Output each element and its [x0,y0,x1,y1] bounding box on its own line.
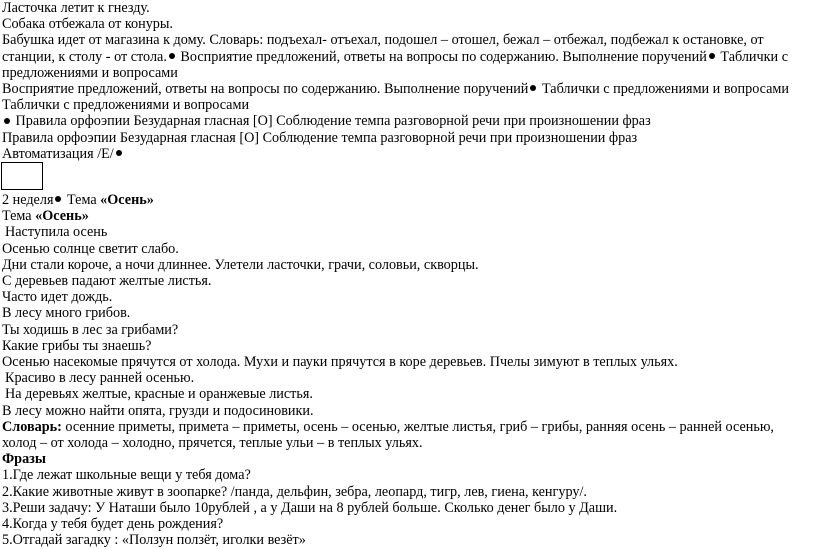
text-span: осенние приметы, примета – приметы, осень – осенью, желтые листья, гриб – грибы, ранняя осень – ранней осенью, холод – от холода – холодно, прячется, теплые ульи – в теплых ульях. [2,418,774,452]
text-line: 1.Где лежат школьные вещи у тебя дома? [2,467,251,484]
text-span: Восприятие предложений, ответы на вопросы по содержанию. Выполнение поручений [180,48,707,65]
text-line: Таблички с предложениями и вопросами [2,97,250,114]
text-line: Правила орфоэпии Безударная гласная [О] Соблюдение темпа разговорной речи при произношении фраз [2,129,638,146]
text-line: 5.Отгадай загадку : «Ползун ползёт, иголки везёт» [2,532,306,549]
text-line: 2.Какие животные живут в зоопарке? /панда, дельфин, зебра, леопард, тигр, лев, гиена, кенгуру/. [2,483,587,500]
bullet-icon [530,85,536,91]
topic-heading [2,208,810,224]
text-paragraph [2,81,810,97]
text-span: Бабушка идет от магазина к дому. Словарь: подъехал- отъехал, подошел – отошел, бежал – отбежал, подбежал к остановке, от станции, к столу - от стола. [2,32,764,65]
topic-title: «Осень» [100,192,154,209]
vocabulary-label: Словарь: [2,418,62,435]
bullet-icon [55,196,61,202]
text-line: Какие грибы ты знаешь? [2,337,152,354]
text-line: Красиво в лесу ранней осенью. [5,370,195,387]
text-span: Тема [67,192,101,209]
bullet-icon [4,118,10,124]
text-line: Ласточка летит к гнезду. [2,0,150,16]
text-line: Наступила осень [5,224,108,241]
text-span: Автоматизация /Е/ [2,145,114,162]
bullet-icon [169,53,175,59]
text-paragraph [2,146,810,162]
text-line: Осенью солнце светит слабо. [2,240,179,257]
text-span: Правила орфоэпии Безударная гласная [О] Соблюдение темпа разговорной речи при произношении фраз [15,113,651,130]
text-line: Дни стали короче, а ночи длиннее. Улетели ласточки, грачи, соловьи, скворцы. [2,256,479,273]
empty-box [1,162,43,190]
text-span: Восприятие предложений, ответы на вопросы по содержанию. Выполнение поручений [2,81,529,98]
text-line: На деревьях желтые, красные и оранжевые листья. [5,386,313,403]
text-line: В лесу можно найти опята, грузди и подосиновики. [2,402,314,419]
text-line: Часто идет дождь. [2,289,113,306]
text-line: Собака отбежала от конуры. [2,16,173,33]
text-line: Ты ходишь в лес за грибами? [2,321,179,338]
bullet-icon [709,53,715,59]
text-line: 3.Реши задачу: У Наташи было 10рублей , а у Даши на 8 рублей больше. Сколько денег было у Даши. [2,499,618,516]
phrases-heading: Фразы [2,451,46,468]
text-span: Таблички с предложениями и вопросами [2,48,788,81]
text-span: 2 неделя [2,192,54,209]
text-paragraph [2,113,810,129]
text-line: 4.Когда у тебя будет день рождения? [2,516,224,533]
text-paragraph [2,32,810,81]
topic-title: «Осень» [35,208,89,225]
bullet-icon [116,150,122,156]
vocabulary-paragraph [2,419,810,451]
text-line: С деревьев падают желтые листья. [2,273,212,290]
text-line: В лесу много грибов. [2,305,131,322]
empty-box-row [2,162,810,192]
text-span: Тема [2,208,36,225]
document-body [2,0,810,549]
week-heading [2,192,810,208]
text-line: Осенью насекомые прячутся от холода. Мухи и пауки прячутся в коре деревьев. Пчелы зимуют в теплых ульях. [2,354,678,371]
text-span: Таблички с предложениями и вопросами [541,81,789,98]
